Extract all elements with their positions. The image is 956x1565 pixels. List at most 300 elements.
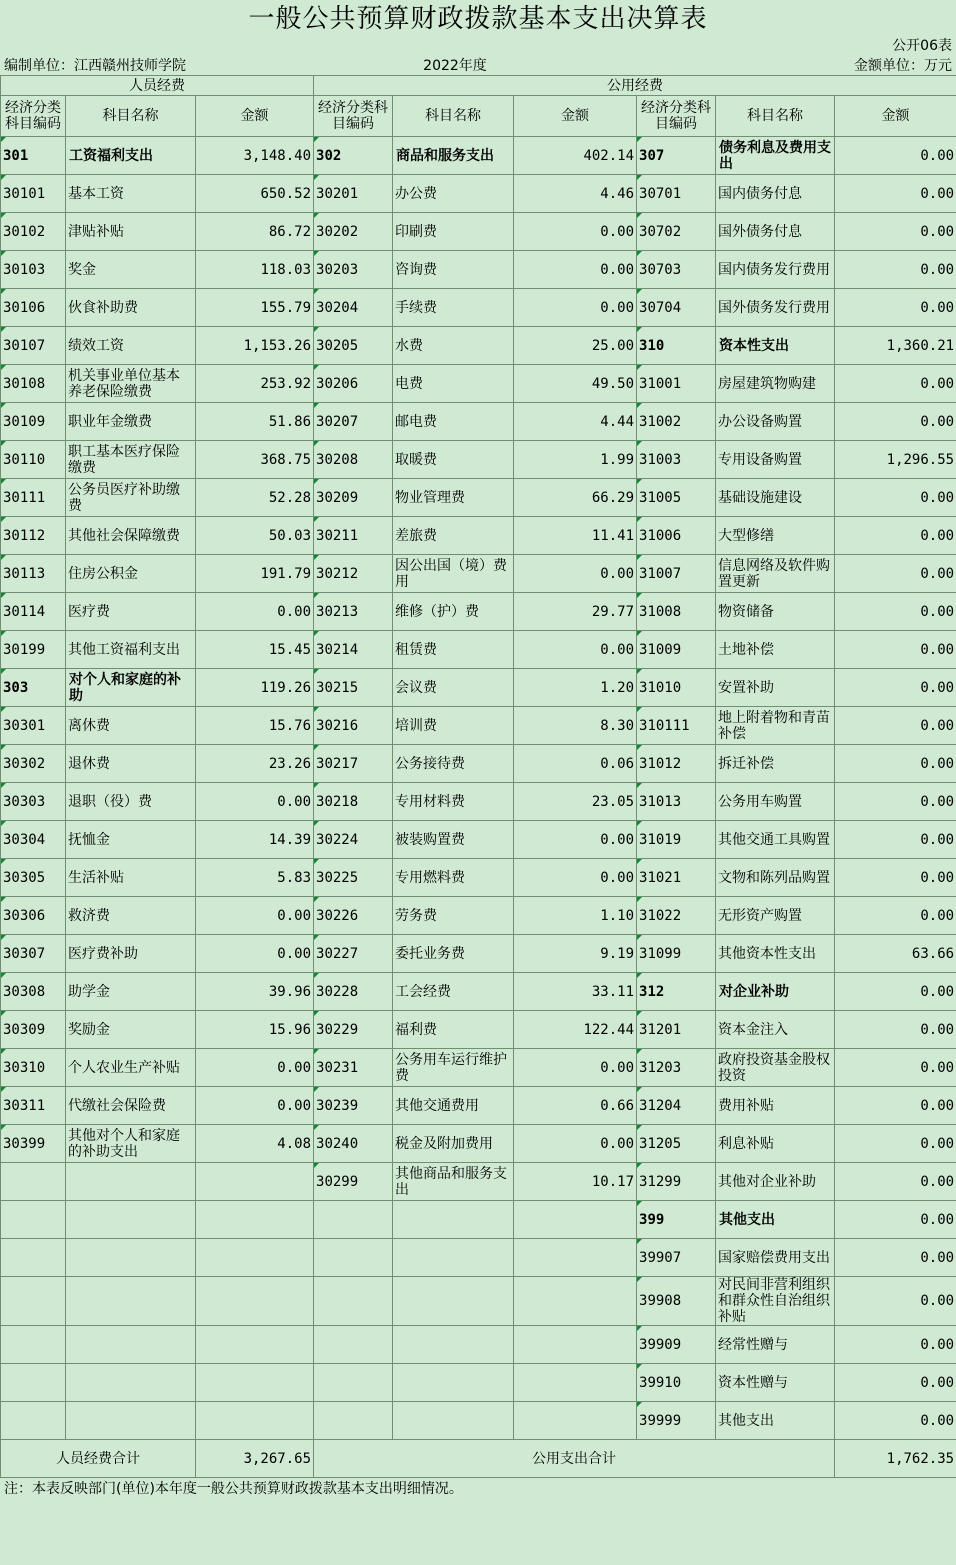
row-name: 资本性赠与	[716, 1364, 835, 1402]
row-name	[393, 1201, 514, 1239]
row-amount: 0.00	[835, 517, 956, 555]
row-name: 退职（役）费	[66, 783, 196, 821]
row-amount: 15.96	[196, 1011, 314, 1049]
row-code	[1, 1402, 66, 1440]
table-row	[1, 859, 956, 897]
row-code: 30217	[314, 745, 393, 783]
row-code: 30103	[1, 251, 66, 289]
row-name	[393, 1364, 514, 1402]
table-row	[1, 631, 956, 669]
row-code	[1, 1277, 66, 1326]
row-name: 物业管理费	[393, 479, 514, 517]
row-code: 30211	[314, 517, 393, 555]
header-code: 经济分类科目编码	[637, 96, 716, 137]
row-amount: 0.00	[514, 289, 637, 327]
row-code: 30227	[314, 935, 393, 973]
row-code: 302	[314, 137, 393, 175]
row-name: 费用补贴	[716, 1087, 835, 1125]
row-name: 生活补贴	[66, 859, 196, 897]
row-code: 31006	[637, 517, 716, 555]
row-name: 绩效工资	[66, 327, 196, 365]
row-name	[66, 1239, 196, 1277]
table-row	[1, 213, 956, 251]
table-row	[1, 1277, 956, 1326]
row-name: 国内债务发行费用	[716, 251, 835, 289]
row-code: 30107	[1, 327, 66, 365]
row-name: 抚恤金	[66, 821, 196, 859]
row-amount: 23.26	[196, 745, 314, 783]
row-code: 30302	[1, 745, 66, 783]
row-name: 文物和陈列品购置	[716, 859, 835, 897]
row-code	[314, 1402, 393, 1440]
row-code: 31019	[637, 821, 716, 859]
row-name: 土地补偿	[716, 631, 835, 669]
row-code	[1, 1201, 66, 1239]
row-name: 对个人和家庭的补助	[66, 669, 196, 707]
row-amount: 0.00	[835, 1277, 956, 1326]
row-code	[1, 1364, 66, 1402]
table-row	[1, 1049, 956, 1087]
table-row	[1, 897, 956, 935]
row-name	[66, 1364, 196, 1402]
row-amount: 63.66	[835, 935, 956, 973]
header-amount: 金额	[196, 96, 314, 137]
row-code: 31203	[637, 1049, 716, 1087]
row-amount: 1.99	[514, 441, 637, 479]
row-code: 30205	[314, 327, 393, 365]
row-code: 30212	[314, 555, 393, 593]
row-code	[314, 1201, 393, 1239]
row-amount: 15.45	[196, 631, 314, 669]
row-name: 无形资产购置	[716, 897, 835, 935]
row-code	[1, 1163, 66, 1201]
row-name	[66, 1277, 196, 1326]
row-amount: 0.00	[835, 251, 956, 289]
row-code: 30213	[314, 593, 393, 631]
row-code: 31099	[637, 935, 716, 973]
table-row	[1, 783, 956, 821]
row-code: 30216	[314, 707, 393, 745]
row-name: 办公设备购置	[716, 403, 835, 441]
row-code: 30226	[314, 897, 393, 935]
row-amount: 0.00	[835, 1125, 956, 1163]
row-code: 30701	[637, 175, 716, 213]
row-name: 政府投资基金股权投资	[716, 1049, 835, 1087]
row-name: 专用设备购置	[716, 441, 835, 479]
row-code: 30111	[1, 479, 66, 517]
row-name: 商品和服务支出	[393, 137, 514, 175]
row-name: 培训费	[393, 707, 514, 745]
table-row	[1, 289, 956, 327]
row-name: 工资福利支出	[66, 137, 196, 175]
section-personnel: 人员经费	[1, 76, 314, 96]
row-amount: 25.00	[514, 327, 637, 365]
row-amount: 122.44	[514, 1011, 637, 1049]
row-amount	[514, 1402, 637, 1440]
row-code: 30206	[314, 365, 393, 403]
row-amount	[196, 1326, 314, 1364]
row-amount: 3,148.40	[196, 137, 314, 175]
row-name: 工会经费	[393, 973, 514, 1011]
row-name: 公务用车购置	[716, 783, 835, 821]
row-amount: 0.00	[514, 1049, 637, 1087]
row-code: 30311	[1, 1087, 66, 1125]
row-code: 31010	[637, 669, 716, 707]
row-amount: 39.96	[196, 973, 314, 1011]
row-code: 30299	[314, 1163, 393, 1201]
row-amount: 0.00	[835, 1049, 956, 1087]
row-code: 30109	[1, 403, 66, 441]
row-amount: 4.46	[514, 175, 637, 213]
section-public: 公用经费	[314, 76, 956, 96]
table-row	[1, 517, 956, 555]
row-code: 30229	[314, 1011, 393, 1049]
row-code: 30303	[1, 783, 66, 821]
table-row	[1, 251, 956, 289]
row-amount: 9.19	[514, 935, 637, 973]
row-amount: 191.79	[196, 555, 314, 593]
row-amount	[196, 1201, 314, 1239]
row-code: 30101	[1, 175, 66, 213]
row-name: 国外债务付息	[716, 213, 835, 251]
row-code	[314, 1326, 393, 1364]
row-amount: 0.00	[514, 251, 637, 289]
table-row	[1, 593, 956, 631]
row-name: 水费	[393, 327, 514, 365]
row-amount: 0.00	[835, 137, 956, 175]
table-row	[1, 1364, 956, 1402]
row-name: 手续费	[393, 289, 514, 327]
row-amount: 51.86	[196, 403, 314, 441]
row-amount	[196, 1277, 314, 1326]
row-name: 物资储备	[716, 593, 835, 631]
table-row	[1, 1011, 956, 1049]
row-code: 30224	[314, 821, 393, 859]
row-name: 退休费	[66, 745, 196, 783]
row-code: 31299	[637, 1163, 716, 1201]
table-row	[1, 707, 956, 745]
table-row	[1, 973, 956, 1011]
row-amount: 402.14	[514, 137, 637, 175]
row-name	[66, 1326, 196, 1364]
row-amount: 368.75	[196, 441, 314, 479]
row-name: 取暖费	[393, 441, 514, 479]
row-name: 个人农业生产补贴	[66, 1049, 196, 1087]
row-amount: 0.00	[835, 213, 956, 251]
header-name: 科目名称	[393, 96, 514, 137]
row-name: 奖金	[66, 251, 196, 289]
row-name: 因公出国（境）费用	[393, 555, 514, 593]
row-amount: 86.72	[196, 213, 314, 251]
row-amount	[514, 1239, 637, 1277]
row-code	[314, 1239, 393, 1277]
row-code: 30215	[314, 669, 393, 707]
row-amount: 0.00	[835, 973, 956, 1011]
row-name: 助学金	[66, 973, 196, 1011]
row-code: 31008	[637, 593, 716, 631]
row-amount: 0.00	[835, 1011, 956, 1049]
row-code: 31003	[637, 441, 716, 479]
row-amount: 10.17	[514, 1163, 637, 1201]
row-name: 福利费	[393, 1011, 514, 1049]
row-amount: 0.00	[835, 175, 956, 213]
row-amount: 5.83	[196, 859, 314, 897]
row-amount: 0.00	[835, 897, 956, 935]
row-name: 救济费	[66, 897, 196, 935]
row-code: 30199	[1, 631, 66, 669]
header-name: 科目名称	[716, 96, 835, 137]
table-row	[1, 745, 956, 783]
row-amount: 0.00	[835, 403, 956, 441]
row-amount: 650.52	[196, 175, 314, 213]
row-code: 30202	[314, 213, 393, 251]
row-name	[66, 1402, 196, 1440]
row-amount: 0.00	[196, 1049, 314, 1087]
row-amount: 14.39	[196, 821, 314, 859]
row-amount: 0.00	[835, 783, 956, 821]
table-row	[1, 1087, 956, 1125]
row-name: 住房公积金	[66, 555, 196, 593]
row-amount: 50.03	[196, 517, 314, 555]
row-name: 国家赔偿费用支出	[716, 1239, 835, 1277]
row-amount: 15.76	[196, 707, 314, 745]
table-row	[1, 1125, 956, 1163]
row-name: 其他支出	[716, 1402, 835, 1440]
row-amount: 0.00	[835, 859, 956, 897]
table-row	[1, 327, 956, 365]
row-amount: 11.41	[514, 517, 637, 555]
row-code: 31007	[637, 555, 716, 593]
row-amount	[514, 1364, 637, 1402]
footnote: 注：本表反映部门(单位)本年度一般公共预算财政拨款基本支出明细情况。	[4, 1481, 463, 1497]
row-amount: 0.00	[514, 821, 637, 859]
row-name: 咨询费	[393, 251, 514, 289]
row-amount: 0.00	[835, 631, 956, 669]
row-name: 经常性赠与	[716, 1326, 835, 1364]
row-name: 机关事业单位基本养老保险缴费	[66, 365, 196, 403]
row-amount: 0.00	[196, 1087, 314, 1125]
row-code: 30310	[1, 1049, 66, 1087]
table-row	[1, 175, 956, 213]
row-code	[314, 1277, 393, 1326]
row-amount: 1,153.26	[196, 327, 314, 365]
public-total-amount: 1,762.35	[835, 1440, 956, 1478]
row-name: 基础设施建设	[716, 479, 835, 517]
row-code: 31201	[637, 1011, 716, 1049]
row-code: 30228	[314, 973, 393, 1011]
row-name: 其他工资福利支出	[66, 631, 196, 669]
table-row	[1, 479, 956, 517]
row-amount: 8.30	[514, 707, 637, 745]
row-name	[393, 1402, 514, 1440]
row-name: 其他社会保障缴费	[66, 517, 196, 555]
row-amount: 1.10	[514, 897, 637, 935]
row-amount: 0.00	[835, 555, 956, 593]
row-name: 其他交通费用	[393, 1087, 514, 1125]
row-amount	[196, 1364, 314, 1402]
row-code: 39909	[637, 1326, 716, 1364]
header-amount: 金额	[514, 96, 637, 137]
row-name: 公务员医疗补助缴费	[66, 479, 196, 517]
table-row	[1, 1326, 956, 1364]
row-amount: 0.00	[514, 555, 637, 593]
fiscal-year: 2022年度	[423, 58, 487, 74]
row-code: 30240	[314, 1125, 393, 1163]
row-code: 310	[637, 327, 716, 365]
row-name: 专用材料费	[393, 783, 514, 821]
header-name: 科目名称	[66, 96, 196, 137]
row-name: 地上附着物和青苗补偿	[716, 707, 835, 745]
row-amount	[196, 1163, 314, 1201]
row-name: 印刷费	[393, 213, 514, 251]
row-code	[1, 1239, 66, 1277]
row-name: 劳务费	[393, 897, 514, 935]
row-amount: 0.00	[835, 669, 956, 707]
row-amount: 155.79	[196, 289, 314, 327]
row-code: 30114	[1, 593, 66, 631]
table-row	[1, 555, 956, 593]
row-amount: 0.00	[835, 821, 956, 859]
row-name: 职业年金缴费	[66, 403, 196, 441]
row-name: 国内债务付息	[716, 175, 835, 213]
row-code: 30399	[1, 1125, 66, 1163]
row-amount	[196, 1402, 314, 1440]
table-row	[1, 403, 956, 441]
row-name: 对民间非营利组织和群众性自治组织补贴	[716, 1277, 835, 1326]
row-amount: 253.92	[196, 365, 314, 403]
row-name: 邮电费	[393, 403, 514, 441]
row-amount: 49.50	[514, 365, 637, 403]
row-code: 30702	[637, 213, 716, 251]
row-code: 30208	[314, 441, 393, 479]
row-amount: 0.00	[196, 783, 314, 821]
row-name: 房屋建筑物购建	[716, 365, 835, 403]
row-code: 30301	[1, 707, 66, 745]
row-name: 津贴补贴	[66, 213, 196, 251]
table-row	[1, 1239, 956, 1277]
row-amount: 0.00	[835, 707, 956, 745]
row-amount: 0.00	[514, 1125, 637, 1163]
row-code: 30239	[314, 1087, 393, 1125]
row-code: 30203	[314, 251, 393, 289]
row-amount: 0.00	[835, 1364, 956, 1402]
row-code: 30704	[637, 289, 716, 327]
row-amount: 0.00	[835, 479, 956, 517]
reporting-unit: 编制单位：江西赣州技师学院	[4, 58, 186, 74]
row-name: 被装购置费	[393, 821, 514, 859]
row-name: 安置补助	[716, 669, 835, 707]
row-name: 公务用车运行维护费	[393, 1049, 514, 1087]
row-name: 利息补贴	[716, 1125, 835, 1163]
row-code: 31001	[637, 365, 716, 403]
row-code: 31021	[637, 859, 716, 897]
row-code: 30308	[1, 973, 66, 1011]
row-name: 离休费	[66, 707, 196, 745]
personnel-total-label: 人员经费合计	[1, 1440, 196, 1478]
row-name: 税金及附加费用	[393, 1125, 514, 1163]
row-amount: 119.26	[196, 669, 314, 707]
row-code: 31005	[637, 479, 716, 517]
row-code: 31012	[637, 745, 716, 783]
row-amount: 23.05	[514, 783, 637, 821]
row-name: 其他商品和服务支出	[393, 1163, 514, 1201]
row-code: 31022	[637, 897, 716, 935]
row-amount: 0.00	[835, 365, 956, 403]
row-code: 30102	[1, 213, 66, 251]
row-name: 其他对个人和家庭的补助支出	[66, 1125, 196, 1163]
row-name	[393, 1239, 514, 1277]
row-code: 31204	[637, 1087, 716, 1125]
row-code: 31013	[637, 783, 716, 821]
row-name	[393, 1326, 514, 1364]
row-amount: 52.28	[196, 479, 314, 517]
row-name: 会议费	[393, 669, 514, 707]
row-code: 30108	[1, 365, 66, 403]
row-code: 30201	[314, 175, 393, 213]
row-amount: 0.00	[835, 1326, 956, 1364]
row-code	[314, 1364, 393, 1402]
table-row	[1, 441, 956, 479]
row-code: 30305	[1, 859, 66, 897]
row-code: 30204	[314, 289, 393, 327]
row-amount: 1,360.21	[835, 327, 956, 365]
row-code: 30110	[1, 441, 66, 479]
row-name: 对企业补助	[716, 973, 835, 1011]
table-row	[1, 669, 956, 707]
row-code: 39999	[637, 1402, 716, 1440]
row-name: 差旅费	[393, 517, 514, 555]
table-row	[1, 365, 956, 403]
row-code: 312	[637, 973, 716, 1011]
row-name	[66, 1201, 196, 1239]
row-code: 30112	[1, 517, 66, 555]
row-amount: 0.00	[835, 1201, 956, 1239]
row-name: 办公费	[393, 175, 514, 213]
row-code: 301	[1, 137, 66, 175]
row-code: 30218	[314, 783, 393, 821]
row-code: 30207	[314, 403, 393, 441]
row-name: 基本工资	[66, 175, 196, 213]
row-name: 公务接待费	[393, 745, 514, 783]
row-amount: 0.06	[514, 745, 637, 783]
row-name: 拆迁补偿	[716, 745, 835, 783]
table-row	[1, 935, 956, 973]
row-name: 奖励金	[66, 1011, 196, 1049]
row-amount: 0.00	[835, 1239, 956, 1277]
expenditure-table	[0, 75, 956, 1478]
row-code	[1, 1326, 66, 1364]
money-unit: 金额单位：万元	[854, 58, 952, 74]
row-name: 国外债务发行费用	[716, 289, 835, 327]
row-amount: 0.00	[196, 897, 314, 935]
row-name: 资本金注入	[716, 1011, 835, 1049]
row-name: 租赁费	[393, 631, 514, 669]
row-code: 30306	[1, 897, 66, 935]
row-code: 31002	[637, 403, 716, 441]
row-code: 30231	[314, 1049, 393, 1087]
table-row	[1, 821, 956, 859]
row-name: 其他对企业补助	[716, 1163, 835, 1201]
row-name: 资本性支出	[716, 327, 835, 365]
row-code: 30307	[1, 935, 66, 973]
row-code: 39908	[637, 1277, 716, 1326]
row-amount: 66.29	[514, 479, 637, 517]
row-amount: 0.00	[835, 593, 956, 631]
table-row	[1, 137, 956, 175]
row-name: 维修（护）费	[393, 593, 514, 631]
row-name: 代缴社会保险费	[66, 1087, 196, 1125]
row-code: 30304	[1, 821, 66, 859]
